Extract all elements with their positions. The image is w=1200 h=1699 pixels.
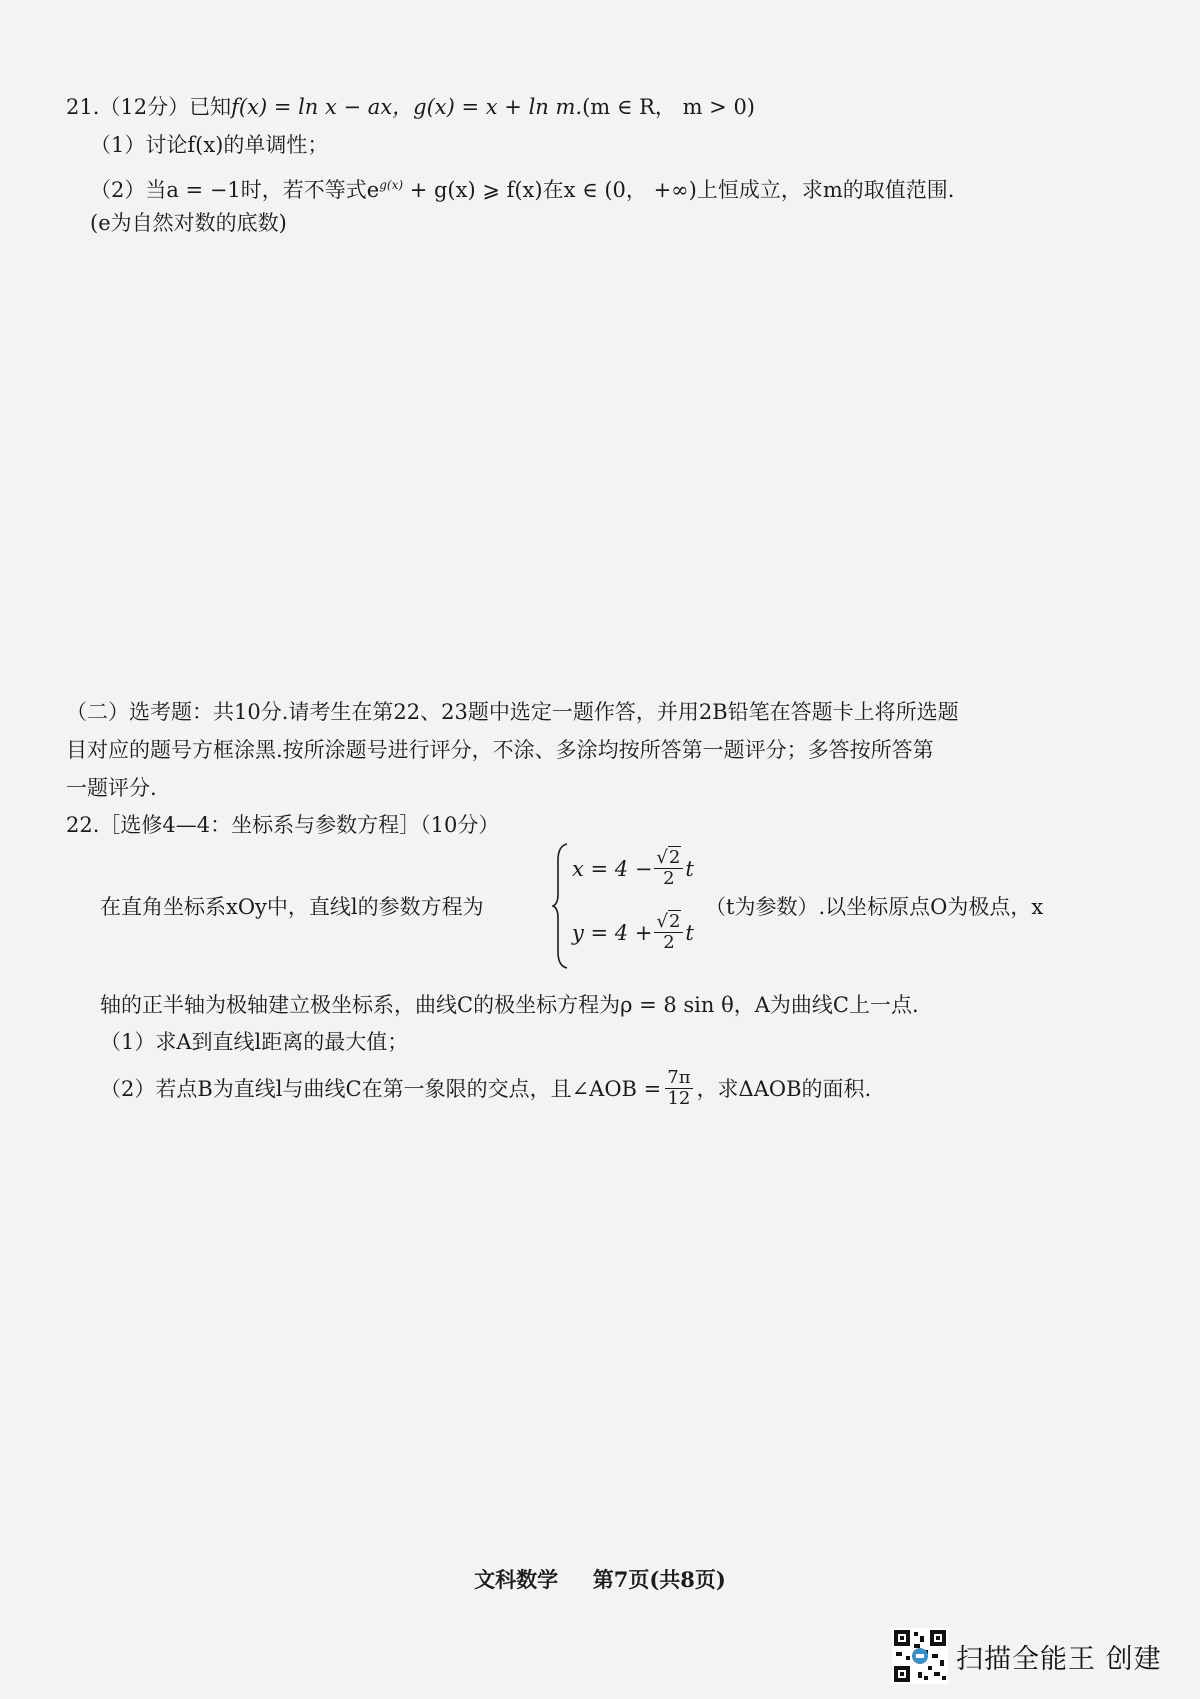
q22-intro: 在直角坐标系xOy中，直线l的参数方程为 [100,895,484,919]
fraction-sqrt2-over-2: $\frac{√2}{2}$ [654,848,683,889]
q21-number: 21. [66,95,100,119]
q22-part2-text-a: （2）若点B为直线l与曲线C在第一象限的交点，且∠AOB = [100,1076,662,1101]
q21-part2-text-b: + g(x) ⩾ f(x)在x ∈ (0， +∞)上恒成立，求m的取值范围. [403,178,955,202]
page-footer [0,1564,1200,1594]
q21-part2 [90,170,954,205]
fraction-7pi-over-12: $\frac{7\pi}{12}$ [667,1067,691,1109]
sqrt-symbol: √2 [656,911,681,932]
bleed-through-text [80,255,101,285]
section2-line2: 目对应的题号方框涂黑.按所涂题号进行评分，不涂、多涂均按所答第一题评分；多答按所答第 [66,738,934,762]
q22-param-note: （t为参数）.以坐标原点O为极点，x [705,895,1044,919]
q21-exponent: g(x) [379,178,404,192]
fraction-sqrt2-over-2: $\frac{√2}{2}$ [654,912,683,953]
equation-x [572,848,694,889]
q22-line2: 轴的正半轴为极轴建立极坐标系，曲线C的极坐标方程为ρ = 8 sin θ，A为曲线C上一点. [100,993,919,1017]
section2-line1: （二）选考题：共10分.请考生在第22、23题中选定一题作答，并用2B铅笔在答题卡上将所选题 [66,700,959,724]
param-t: t [685,856,694,881]
equation-x-left: x = 4 − [572,856,653,881]
q21-note: (e为自然对数的底数) [90,211,287,235]
footer-subject: 文科数学 [474,1567,559,1592]
q21-part1: （1）讨论f(x)的单调性； [90,133,329,157]
q22-heading: 22.［选修4—4：坐标系与参数方程］（10分） [66,813,500,837]
parametric-equation-system [552,842,712,970]
q21-part2-text-a: （2）当a = −1时，若不等式e [90,178,380,202]
qr-code-icon [892,1628,948,1684]
section2-line3: 一题评分. [66,776,157,800]
q22-part2-text-b: ，求ΔAOB的面积. [696,1076,872,1101]
q21-f-definition: f(x) = ln x − ax， [231,95,414,119]
left-brace-icon [552,842,570,970]
sqrt-symbol: √2 [656,847,681,868]
q21-condition: (m ∈ R， m > 0) [582,95,755,119]
equation-y-left: y = 4 + [572,920,653,945]
equation-y [572,912,694,953]
q21-g-definition: g(x) = x + ln m. [413,95,583,119]
scanner-watermark [892,1628,1162,1684]
param-t: t [685,920,694,945]
q21-score: （12分） [99,95,190,119]
q21-lead: 已知 [189,95,232,119]
scanner-label: 扫描全能王 创建 [956,1643,1162,1675]
footer-page-number: 第7页(共8页) [592,1567,726,1592]
q22-part1: （1）求A到直线l距离的最大值； [100,1030,409,1054]
q21-heading [66,92,755,122]
q22-part2 [100,1068,871,1109]
